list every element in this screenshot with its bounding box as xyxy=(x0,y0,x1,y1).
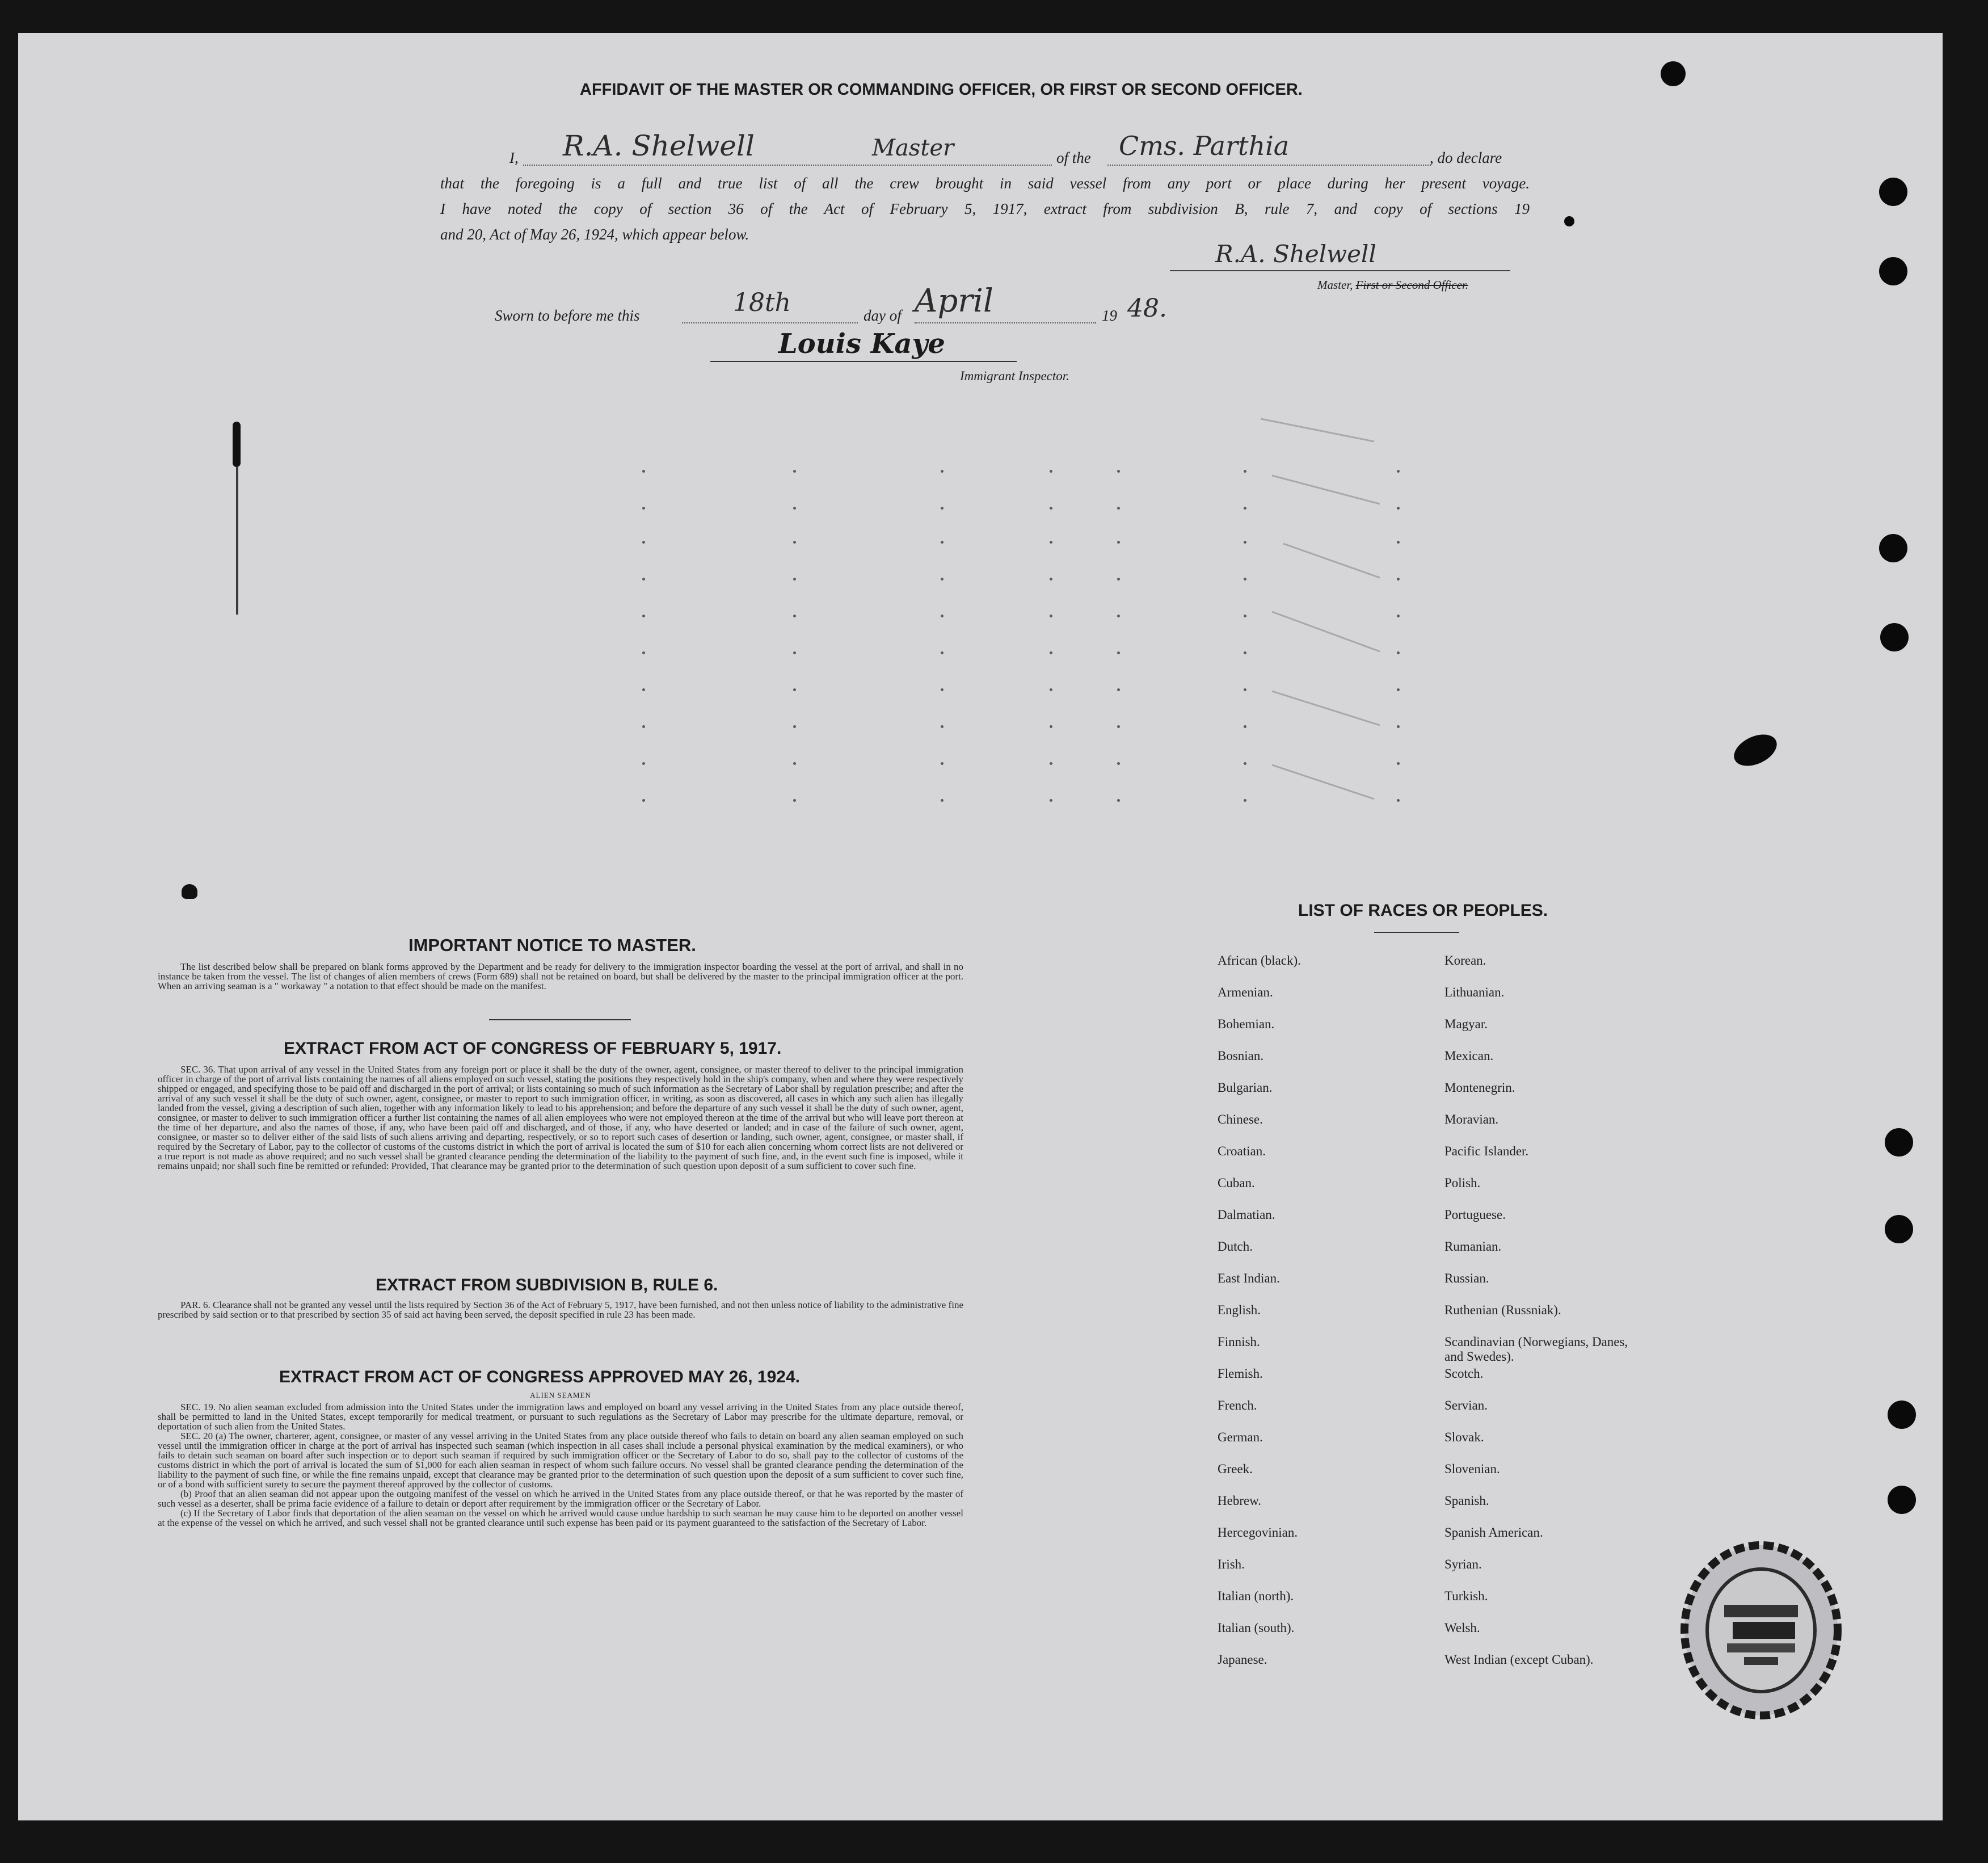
binder-hole xyxy=(1888,1486,1916,1514)
race-item: Scandinavian (Norwegians, Danes, and Swedes). xyxy=(1444,1335,1628,1364)
master-name-handwritten: R.A. Shelwell xyxy=(563,129,755,162)
signer-title-prefix: Master, xyxy=(1317,278,1353,292)
race-item: Bulgarian. xyxy=(1218,1080,1273,1095)
column-dot xyxy=(642,578,645,581)
column-dot xyxy=(1050,541,1052,544)
column-dot xyxy=(1050,615,1052,617)
column-dot xyxy=(642,651,645,654)
binder-hole xyxy=(1661,61,1686,86)
race-item: German. xyxy=(1218,1430,1263,1444)
column-dot xyxy=(941,688,944,691)
year-prefix: 19 xyxy=(1102,307,1117,324)
race-item: Cuban. xyxy=(1218,1176,1255,1190)
faint-guide-strokes xyxy=(1238,407,1465,839)
column-dot xyxy=(1117,578,1120,581)
column-dot xyxy=(642,507,645,510)
master-signature-line xyxy=(1170,270,1510,271)
binder-hole xyxy=(1888,1401,1916,1429)
race-item: Polish. xyxy=(1444,1176,1481,1190)
subdivision-b-body xyxy=(158,1300,963,1319)
race-item: Greek. xyxy=(1218,1462,1253,1476)
column-dot xyxy=(1050,470,1052,473)
race-item: Rumanian. xyxy=(1444,1239,1502,1254)
races-title-underline xyxy=(1374,932,1459,933)
column-dot xyxy=(941,799,944,802)
sworn-day-line xyxy=(682,322,858,323)
column-dot xyxy=(793,725,796,728)
column-dot xyxy=(642,470,645,473)
race-item: Italian (north). xyxy=(1218,1589,1294,1603)
binder-hole xyxy=(1879,257,1907,285)
inspector-label: Immigrant Inspector. xyxy=(960,369,1069,383)
column-dot xyxy=(793,688,796,691)
column-dot xyxy=(793,799,796,802)
signer-title xyxy=(1317,278,1468,292)
race-item: Turkish. xyxy=(1444,1589,1488,1603)
race-item: Spanish. xyxy=(1444,1494,1489,1508)
do-declare-label: , do declare xyxy=(1430,149,1502,166)
race-item: Italian (south). xyxy=(1218,1621,1295,1635)
race-item: African (black). xyxy=(1218,953,1301,968)
column-dot xyxy=(1050,725,1052,728)
notice-title: IMPORTANT NOTICE TO MASTER. xyxy=(408,935,696,955)
column-dot xyxy=(1050,799,1052,802)
race-item: Welsh. xyxy=(1444,1621,1480,1635)
race-item: East Indian. xyxy=(1218,1271,1280,1285)
sworn-month-handwritten: April xyxy=(915,283,993,319)
sworn-month-line xyxy=(915,322,1096,323)
ink-blot xyxy=(1564,216,1574,226)
extract-1924-body xyxy=(158,1402,963,1528)
race-item: Spanish American. xyxy=(1444,1525,1543,1540)
ink-blot xyxy=(182,884,197,899)
column-dot xyxy=(793,541,796,544)
column-dot xyxy=(1050,651,1052,654)
column-dot xyxy=(1117,799,1120,802)
sec-19-paragraph: SEC. 19. No alien seaman excluded from admission into the United States under the immigration laws and employed on board any vessel arriving in the United States from any place outside thereof, shall be permitted to land in the United States, except temporarily for medical treatment, or pursuant to such regulations as the Secretary of Labor may prescribe for the ultimate departure, removal, or deportation of such alien from the United States. xyxy=(158,1402,963,1432)
column-dot xyxy=(941,470,944,473)
subdivision-b-title: EXTRACT FROM SUBDIVISION B, RULE 6. xyxy=(376,1276,718,1294)
port-stamp xyxy=(1676,1537,1846,1724)
race-item: Montenegrin. xyxy=(1444,1080,1515,1095)
race-item: Syrian. xyxy=(1444,1557,1482,1571)
extract-1917-body xyxy=(158,1065,963,1171)
column-dot xyxy=(941,651,944,654)
master-name-line xyxy=(523,165,1052,166)
column-dot xyxy=(793,762,796,765)
affidavit-line-4: and 20, Act of May 26, 1924, which appear below. xyxy=(440,226,749,243)
column-dot xyxy=(1050,507,1052,510)
race-item: Ruthenian (Russniak). xyxy=(1444,1303,1561,1317)
race-item: Magyar. xyxy=(1444,1017,1488,1031)
binder-hole xyxy=(1879,178,1907,206)
race-item: Lithuanian. xyxy=(1444,985,1505,999)
races-title: LIST OF RACES OR PEOPLES. xyxy=(1298,901,1548,920)
affidavit-line-3: I have noted the copy of section 36 of the Act of February 5, 1917, extract from subdivision B, rule 7, and copy of sections 19 xyxy=(440,200,1530,217)
vessel-name-line xyxy=(1107,165,1431,166)
column-dot xyxy=(1050,578,1052,581)
race-item: Slovenian. xyxy=(1444,1462,1500,1476)
column-dot xyxy=(793,578,796,581)
column-dot xyxy=(1117,651,1120,654)
column-dot xyxy=(941,578,944,581)
race-item: Mexican. xyxy=(1444,1049,1494,1063)
race-item: Bohemian. xyxy=(1218,1017,1275,1031)
column-dot xyxy=(941,615,944,617)
column-dot xyxy=(941,762,944,765)
race-item: French. xyxy=(1218,1398,1257,1412)
race-item: Japanese. xyxy=(1218,1652,1267,1667)
binder-hole xyxy=(1885,1215,1913,1243)
column-dot xyxy=(1117,507,1120,510)
binder-hole xyxy=(1729,728,1782,772)
column-dot xyxy=(1050,688,1052,691)
of-the-label: of the xyxy=(1056,149,1091,166)
master-rank-handwritten: Master xyxy=(872,135,954,161)
extract-1924-title: EXTRACT FROM ACT OF CONGRESS APPROVED MAY 26, 1924. xyxy=(279,1368,800,1386)
race-item: Moravian. xyxy=(1444,1112,1499,1126)
column-dot xyxy=(793,615,796,617)
column-dot xyxy=(941,541,944,544)
column-dot xyxy=(642,688,645,691)
race-item: Irish. xyxy=(1218,1557,1245,1571)
manifest-sheet xyxy=(18,33,1943,1820)
race-item: Dutch. xyxy=(1218,1239,1253,1254)
column-dot xyxy=(642,541,645,544)
column-dot xyxy=(1050,762,1052,765)
ink-drip xyxy=(233,422,241,467)
notice-divider xyxy=(489,1019,631,1020)
year-suffix-handwritten: 48. xyxy=(1127,294,1167,323)
column-dot xyxy=(642,725,645,728)
day-of-label: day of xyxy=(864,307,902,324)
column-dot xyxy=(793,651,796,654)
sec-20c-paragraph: (c) If the Secretary of Labor finds that deportation of the alien seaman on the vessel on which he arrived would cause undue hardship to such seaman he may cause him to be deported on another vessel at the expense of the vessel on which he arrived, and such vessel shall not be granted clearance until such expense has been paid or its payment guaranteed to the satisfaction of the Secretary of Labor. xyxy=(158,1508,963,1528)
race-item: Hercegovinian. xyxy=(1218,1525,1298,1540)
column-dot xyxy=(941,507,944,510)
sworn-day-handwritten: 18th xyxy=(733,288,791,317)
race-item: Korean. xyxy=(1444,953,1486,968)
race-item: Portuguese. xyxy=(1444,1208,1506,1222)
inspector-signature: Louis Kaye xyxy=(778,328,945,360)
column-dot xyxy=(793,470,796,473)
master-signature: R.A. Shelwell xyxy=(1215,240,1376,268)
column-dot xyxy=(642,799,645,802)
race-item: Chinese. xyxy=(1218,1112,1263,1126)
binder-hole xyxy=(1879,534,1907,562)
column-dot xyxy=(941,725,944,728)
column-dot xyxy=(1117,688,1120,691)
subdivision-b-text: PAR. 6. Clearance shall not be granted any vessel until the lists required by Section 36 of the Act of February 5, 1917, have been furnished, and not then unless notice of liability to the administrative fine prescribed by said section or to that prescribed by section 35 of said act having been served, the deposit specified in rule 23 has been made. xyxy=(158,1300,963,1320)
extract-1917-title: EXTRACT FROM ACT OF CONGRESS OF FEBRUARY 5, 1917. xyxy=(284,1039,782,1058)
race-item: Hebrew. xyxy=(1218,1494,1262,1508)
race-item: Servian. xyxy=(1444,1398,1488,1412)
race-item: Pacific Islander. xyxy=(1444,1144,1529,1158)
sworn-label: Sworn to before me this xyxy=(495,307,640,324)
race-item: Scotch. xyxy=(1444,1366,1484,1381)
extract-1917-text: SEC. 36. That upon arrival of any vessel in the United States from any foreign port or place it shall be the duty of the owner, agent, consignee, or master thereof to deliver to the principal immigration officer in charge of the port of arrival lists containing the names of all aliens employed on such vessel, stating the positions they respectively hold in the ship's company, when and where they were respectively shipped or engaged, and specifying those to be paid off and discharged in the port of arrival; or lists containing so much of such information as the Secretary of Labor shall by regulation prescribe; and after the arrival of any such vessel it shall be the duty of such owner, agent, consignee, or master to report to such immigration officer, in writing, as soon as discovered, all cases in which any such alien has illegally landed from the vessel, giving a description of such alien, together with any information likely to lead to his apprehension; and before the departure of any such vessel it shall be the duty of such owner, agent, consignee, or master to deliver to such immigration officer a further list containing the names of all alien employees who were not employed thereon at the time of the arrival but who will leave port thereon at the time of her departure, and also the names of those, if any, who have been paid off and discharged, and of those, if any, who have deserted or landed; and in case of the failure of such owner, agent, consignee, or master so to deliver either of the said lists of such aliens arriving and departing, respectively, or so to report such cases of desertion or landing, such owner, agent, consignee, or master shall, if required by the Secretary of Labor, pay to the collector of customs of the customs district in which the port of arrival is located the sum of $10 for each alien concerning whom correct lists are not delivered or a true report is not made as above required; and no such vessel shall be granted clearance pending the determination of the liability to the payment of such fine, and, in the event such fine is imposed, while it remains unpaid; nor shall such fine be remitted or refunded: Provided, That clearance may be granted prior to the determination of such question upon deposit of a sum sufficient to cover such fine. xyxy=(158,1064,963,1171)
column-dot xyxy=(642,762,645,765)
races-right-column xyxy=(1444,953,1683,1684)
notice-body xyxy=(158,962,963,991)
signer-title-struck: First or Second Officer. xyxy=(1355,278,1468,292)
vessel-name-handwritten: Cms. Parthia xyxy=(1119,131,1290,161)
race-item: West Indian (except Cuban). xyxy=(1444,1652,1594,1667)
column-dot xyxy=(1117,725,1120,728)
ink-drip xyxy=(236,467,238,615)
inspector-signature-line xyxy=(710,361,1017,362)
race-item: Slovak. xyxy=(1444,1430,1484,1444)
race-item: Dalmatian. xyxy=(1218,1208,1275,1222)
affidavit-line-2: that the foregoing is a full and true list of all the crew brought in said vessel from any port or place during her present voyage. xyxy=(440,175,1530,192)
column-dot xyxy=(642,615,645,617)
binder-hole xyxy=(1880,623,1909,651)
race-item: Croatian. xyxy=(1218,1144,1266,1158)
race-item: Armenian. xyxy=(1218,985,1273,999)
column-dot xyxy=(793,507,796,510)
notice-body-text: The list described below shall be prepared on blank forms approved by the Department and be ready for delivery to the immigration inspector boarding the vessel at the port of arrival, and shall in no instance be taken from the vessel. The list of changes of alien members of crews (Form 689) shall not be retained on board, but shall be delivered by the master to the principal immigration officer at the port. When an arriving seaman is a " workaway " a notation to that effect should be made on the manifest. xyxy=(158,961,963,991)
affidavit-i-label: I, xyxy=(509,149,519,166)
sec-20b-paragraph: (b) Proof that an alien seaman did not appear upon the outgoing manifest of the vessel on which he arrived in the United States from any place outside thereof, or that he was reported by the master of such vessel as a deserter, shall be prima facie evidence of a failure to detain or deport after requirement by the immigration officer or the Secretary of Labor. xyxy=(158,1488,963,1509)
races-left-column xyxy=(1218,953,1433,1684)
affidavit-title: AFFIDAVIT OF THE MASTER OR COMMANDING OFFICER, OR FIRST OR SECOND OFFICER. xyxy=(580,81,1303,99)
sec-20a-paragraph: SEC. 20 (a) The owner, charterer, agent, consignee, or master of any vessel arriving in the United States from any place outside thereof who fails to detain on board any alien seaman employed on such vessel until the immigration officer in charge at the port of arrival has inspected such seaman (which inspection in all cases shall include a personal physical examination by the medical examiners), or who fails to detain such seaman on board after such inspection or to deport such seaman if required by such immigration officer or the Secretary of Labor to do so, shall pay to the collector of customs of the customs district in which the port of arrival is located the sum of $1,000 for each alien seaman in respect of whom such failure occurs. No vessel shall be granted clearance pending the determination of the liability to the payment of such fine, or while the fine remains unpaid, except that clearance may be granted prior to the determination of such question upon the deposit of a sum sufficient to cover such fine, or of a bond with sufficient surety to secure the payment thereof approved by the collector of customs. xyxy=(158,1431,963,1490)
race-item: Bosnian. xyxy=(1218,1049,1264,1063)
extract-1924-subtitle: ALIEN SEAMEN xyxy=(530,1391,591,1399)
race-item: English. xyxy=(1218,1303,1261,1317)
column-dot xyxy=(1117,541,1120,544)
binder-hole xyxy=(1885,1128,1913,1157)
column-dot xyxy=(1117,615,1120,617)
column-dot xyxy=(1117,762,1120,765)
race-item: Finnish. xyxy=(1218,1335,1260,1349)
race-item: Flemish. xyxy=(1218,1366,1263,1381)
column-dot xyxy=(1117,470,1120,473)
race-item: Russian. xyxy=(1444,1271,1489,1285)
